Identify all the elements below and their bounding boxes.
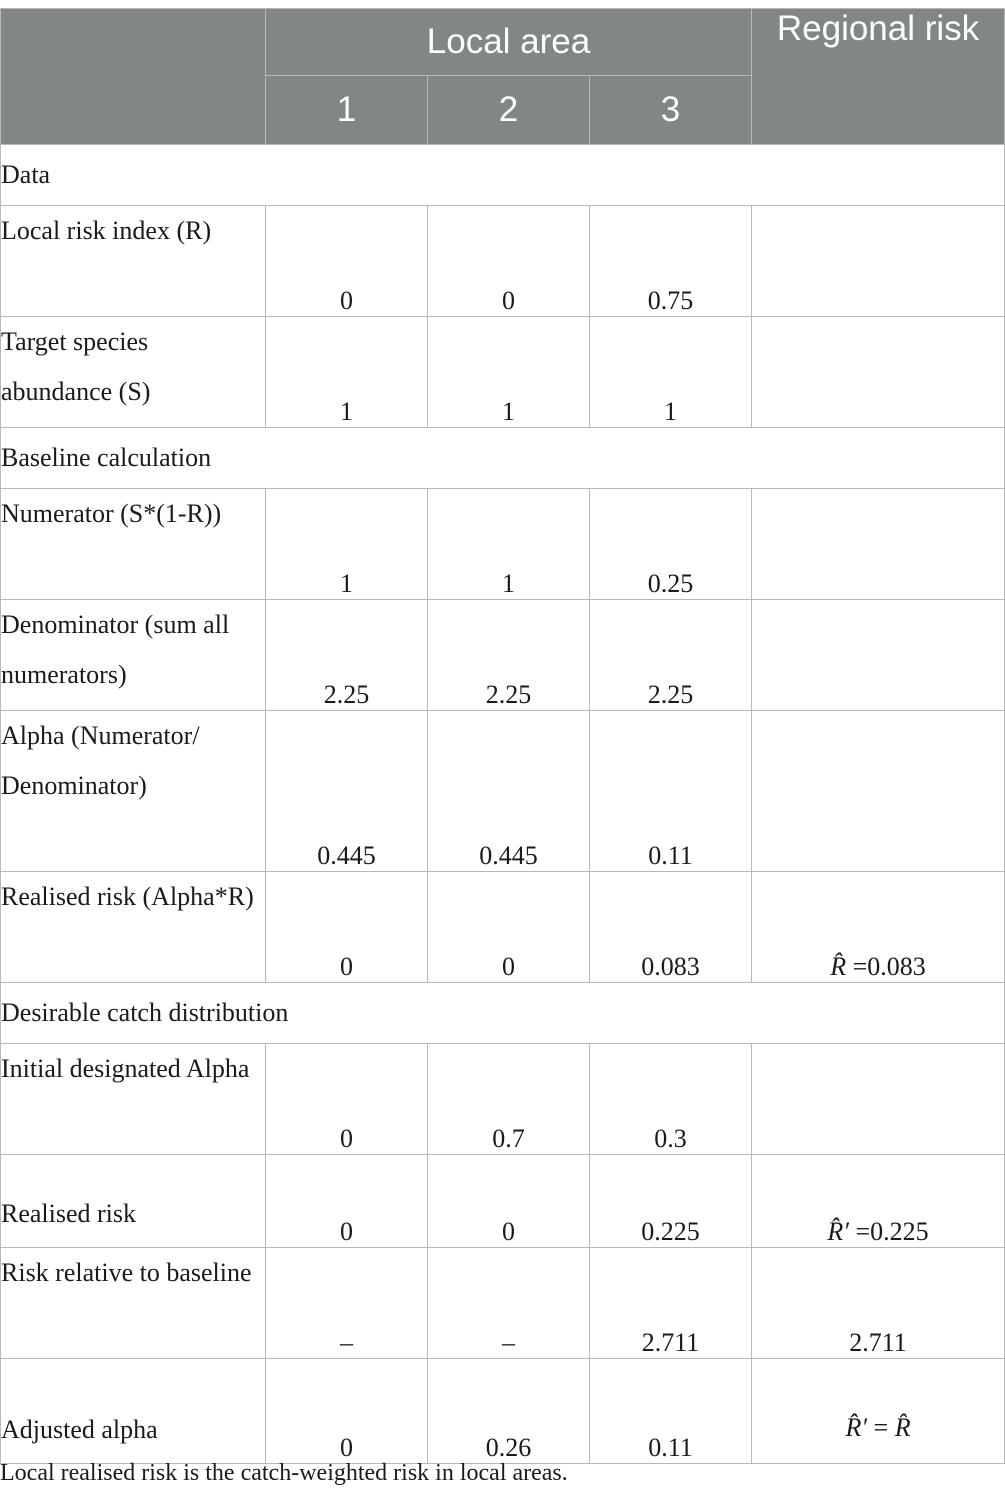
- cell-value: 0.225: [590, 1155, 752, 1248]
- cell-value: 0.11: [590, 711, 752, 872]
- row-label: Initial designated Alpha: [1, 1044, 266, 1155]
- section-baseline: Baseline calculation: [1, 428, 1005, 489]
- r-hat-prime-symbol: R̂′: [845, 1413, 868, 1442]
- cell-value: –: [428, 1248, 590, 1359]
- row-label: Local risk index (R): [1, 206, 266, 317]
- table-row: [1, 206, 1005, 317]
- table-row: [1, 1044, 1005, 1155]
- cell-value: 0.445: [266, 711, 428, 872]
- cell-regional: [752, 600, 1005, 711]
- table-row: [1, 872, 1005, 983]
- cell-regional: [752, 872, 1005, 983]
- cell-value: 1: [266, 317, 428, 428]
- section-row: [1, 428, 1005, 489]
- cell-value: 0.11: [590, 1359, 752, 1464]
- cell-value: 1: [266, 489, 428, 600]
- risk-table: [0, 8, 1005, 1464]
- table-body: [1, 145, 1005, 1464]
- equals-sign: =: [873, 1413, 889, 1442]
- table-row: [1, 600, 1005, 711]
- table-header: [1, 9, 1005, 145]
- cell-value: 0: [266, 1044, 428, 1155]
- header-area-1: 1: [266, 76, 428, 145]
- row-label: Adjusted alpha: [1, 1359, 266, 1464]
- row-label: Numerator (S*(1-R)): [1, 489, 266, 600]
- cell-value: 2.25: [266, 600, 428, 711]
- section-row: [1, 983, 1005, 1044]
- cell-regional: [752, 206, 1005, 317]
- header-regional-risk: Regional risk: [752, 9, 1005, 145]
- header-local-area: Local area: [266, 9, 752, 76]
- table-row: [1, 1359, 1005, 1464]
- cell-value: 0: [266, 872, 428, 983]
- regional-value: =0.083: [852, 952, 926, 981]
- cell-value: 0: [266, 1155, 428, 1248]
- table-row: [1, 317, 1005, 428]
- cell-value: 0.25: [590, 489, 752, 600]
- cell-regional: [752, 1044, 1005, 1155]
- cell-regional: [752, 317, 1005, 428]
- row-label: Denominator (sum all numerators): [1, 600, 266, 711]
- cell-value: –: [266, 1248, 428, 1359]
- section-desirable: Desirable catch distribution: [1, 983, 1005, 1044]
- cell-value: 2.25: [590, 600, 752, 711]
- table-row: [1, 489, 1005, 600]
- cell-value: 0.445: [428, 711, 590, 872]
- cell-value: 0: [428, 1155, 590, 1248]
- cell-regional: [752, 489, 1005, 600]
- cell-value: 0: [428, 206, 590, 317]
- r-hat-prime-symbol: R̂′: [827, 1217, 849, 1246]
- header-area-3: 3: [590, 76, 752, 145]
- row-label: Realised risk (Alpha*R): [1, 872, 266, 983]
- r-hat-symbol: R̂: [894, 1413, 911, 1442]
- table-row: [1, 1248, 1005, 1359]
- row-label: Target species abundance (S): [1, 317, 266, 428]
- cell-regional: 2.711: [752, 1248, 1005, 1359]
- table-footnote: Local realised risk is the catch-weighted risk in local areas.: [0, 1460, 568, 1486]
- section-data: Data: [1, 145, 1005, 206]
- cell-regional: [752, 1155, 1005, 1248]
- cell-regional: [752, 711, 1005, 872]
- row-label: Realised risk: [1, 1155, 266, 1248]
- cell-value: 0.3: [590, 1044, 752, 1155]
- cell-value: 0.75: [590, 206, 752, 317]
- cell-value: 1: [428, 317, 590, 428]
- row-label: Risk relative to baseline: [1, 1248, 266, 1359]
- table-row: [1, 711, 1005, 872]
- header-area-2: 2: [428, 76, 590, 145]
- cell-value: 2.711: [590, 1248, 752, 1359]
- cell-value: 1: [428, 489, 590, 600]
- row-label: Alpha (Numerator/ Denominator): [1, 711, 266, 872]
- cell-value: 0: [266, 1359, 428, 1464]
- header-corner: [1, 9, 266, 145]
- cell-value: 0.083: [590, 872, 752, 983]
- cell-value: 0: [266, 206, 428, 317]
- regional-value: =0.225: [855, 1217, 929, 1246]
- cell-value: 0.7: [428, 1044, 590, 1155]
- cell-value: 0: [428, 872, 590, 983]
- cell-regional: [752, 1359, 1005, 1464]
- cell-value: 1: [590, 317, 752, 428]
- table-row: [1, 1155, 1005, 1248]
- cell-value: 2.25: [428, 600, 590, 711]
- cell-value: 0.26: [428, 1359, 590, 1464]
- section-row: [1, 145, 1005, 206]
- r-hat-symbol: R̂: [830, 952, 847, 981]
